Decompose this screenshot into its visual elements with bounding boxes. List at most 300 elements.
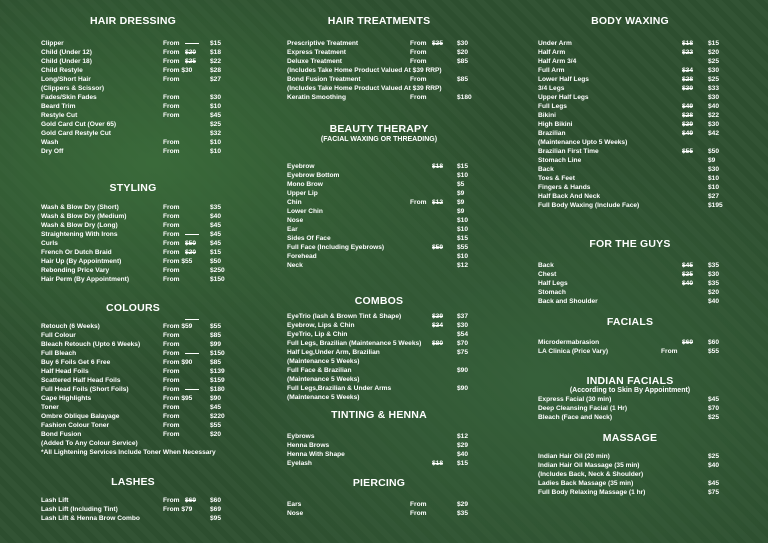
from-label: From $79 <box>163 506 193 513</box>
item-price: $85 <box>457 58 469 65</box>
section-title-styling: STYLING <box>109 182 157 194</box>
price-list-item <box>537 404 723 413</box>
item-name: Neck <box>287 262 303 269</box>
item-price: $99 <box>210 341 222 348</box>
old-price: $28 <box>682 112 694 119</box>
from-label: From <box>163 404 180 411</box>
price-list-item <box>286 189 472 198</box>
section-title-tinting-henna: TINTING & HENNA <box>331 409 427 421</box>
from-label: From <box>163 112 180 119</box>
price-list-item <box>537 120 723 129</box>
price-list-item <box>40 349 226 358</box>
item-price: $15 <box>457 163 469 170</box>
item-name: Full Legs <box>538 103 567 110</box>
from-label: From <box>163 94 180 101</box>
column-right <box>537 0 723 543</box>
item-price: $55 <box>210 422 222 429</box>
price-list-item <box>40 266 226 275</box>
item-name: Microdermabrasion <box>538 339 600 346</box>
item-price: $75 <box>457 349 469 356</box>
item-price: $55 <box>457 244 469 251</box>
price-list-item <box>537 479 723 488</box>
item-name: Sides Of Face <box>287 235 331 242</box>
from-label: From <box>163 368 180 375</box>
price-list-item <box>286 441 472 450</box>
price-list-item <box>537 174 723 183</box>
item-price: $45 <box>708 480 720 487</box>
item-name: Under Arm <box>538 40 572 47</box>
item-name: Mono Brow <box>287 181 323 188</box>
item-price: $54 <box>457 331 469 338</box>
item-name: Ears <box>287 501 302 508</box>
old-price: $39 <box>682 121 694 128</box>
price-list-item <box>537 201 723 210</box>
price-list-item <box>40 275 226 284</box>
price-list-item <box>40 57 226 66</box>
price-list-item <box>537 102 723 111</box>
item-name: Henna With Shape <box>287 451 345 458</box>
price-list-item <box>40 203 226 212</box>
price-list-item <box>537 470 723 479</box>
from-label: From <box>163 139 180 146</box>
item-price: $40 <box>708 462 720 469</box>
item-price: $45 <box>210 231 222 238</box>
from-label: From <box>163 148 180 155</box>
item-name: Full Colour <box>41 332 76 339</box>
price-list-item <box>537 111 723 120</box>
item-price: $45 <box>210 404 222 411</box>
price-list-item <box>286 330 472 339</box>
item-name: Keratin Smoothing <box>287 94 346 101</box>
from-label: From <box>410 510 427 517</box>
price-list-item <box>537 288 723 297</box>
from-label: From <box>163 58 180 65</box>
price-list-item <box>40 39 226 48</box>
item-price: $33 <box>708 85 720 92</box>
item-name: Chest <box>538 271 557 278</box>
price-list-item <box>40 120 226 129</box>
item-name: EyeTrio (lash & Brown Tint & Shape) <box>287 313 402 320</box>
item-price: $10 <box>210 139 222 146</box>
section-title-beauty-therapy: BEAUTY THERAPY <box>329 123 429 135</box>
old-price: $40 <box>682 280 694 287</box>
item-price: $139 <box>210 368 225 375</box>
from-label: From <box>163 103 180 110</box>
item-price: $159 <box>210 377 225 384</box>
item-name: Half Head Foils <box>41 368 89 375</box>
price-list-item <box>286 384 472 393</box>
from-label: From <box>163 497 180 504</box>
price-list-item <box>40 430 226 439</box>
price-list-item <box>537 279 723 288</box>
item-name: Buy 6 Foils Get 6 Free <box>41 359 111 366</box>
price-list-item <box>40 93 226 102</box>
price-list-item <box>286 375 472 384</box>
item-name: Rebonding Price Vary <box>41 267 110 274</box>
old-price: $39 <box>682 85 694 92</box>
price-list-item <box>286 171 472 180</box>
item-price: $60 <box>708 339 720 346</box>
price-list-item <box>537 192 723 201</box>
price-list-item <box>40 439 226 448</box>
price-list-item <box>537 183 723 192</box>
item-price: $37 <box>457 313 469 320</box>
item-price: $27 <box>708 193 720 200</box>
item-name: Clipper <box>41 40 64 47</box>
item-name: Retouch (6 Weeks) <box>41 323 100 330</box>
price-list-item <box>286 509 472 518</box>
price-list-item <box>537 138 723 147</box>
item-name: French Or Dutch Braid <box>41 249 112 256</box>
column-left <box>40 0 226 543</box>
item-name: Full Face & Brazilian <box>287 367 352 374</box>
price-list-item <box>40 66 226 75</box>
item-name: Child Restyle <box>41 67 83 74</box>
item-price: $85 <box>210 332 222 339</box>
item-price: $10 <box>457 217 469 224</box>
old-price: $18 <box>432 163 444 170</box>
from-label: From <box>410 49 427 56</box>
item-price: $40 <box>457 451 469 458</box>
item-price: $85 <box>457 76 469 83</box>
old-price: $34 <box>682 67 694 74</box>
price-list-item <box>537 39 723 48</box>
price-list-item <box>537 347 723 356</box>
price-list-item <box>40 138 226 147</box>
from-label: From <box>163 249 180 256</box>
item-name: Toes & Feet <box>538 175 575 182</box>
item-price: $75 <box>708 489 720 496</box>
item-name: Eyelash <box>287 460 312 467</box>
price-list-item <box>286 459 472 468</box>
item-name: Half Back And Neck <box>538 193 601 200</box>
item-price: $10 <box>457 253 469 260</box>
item-price: $25 <box>708 453 720 460</box>
item-name: Wash & Blow Dry (Medium) <box>41 213 127 220</box>
item-price: $10 <box>708 175 720 182</box>
item-price: $10 <box>457 172 469 179</box>
item-name: Hair Up (By Appointment) <box>41 258 122 265</box>
item-name: Half Arm <box>538 49 566 56</box>
price-list-item <box>537 395 723 404</box>
old-price: $59 <box>432 244 444 251</box>
price-list-item <box>286 216 472 225</box>
item-price: $20 <box>457 49 469 56</box>
price-list-item <box>286 357 472 366</box>
item-name: Brazilian <box>538 130 566 137</box>
item-name: (Added To Any Colour Service) <box>41 440 138 447</box>
price-list-item <box>40 340 226 349</box>
price-list-item <box>286 48 472 57</box>
from-label: From <box>410 76 427 83</box>
item-name: Cape Highlights <box>41 395 92 402</box>
item-name: (Clippers & Scissor) <box>41 85 105 92</box>
price-list-item <box>537 261 723 270</box>
price-line-decoration <box>185 43 199 44</box>
price-list-item <box>286 500 472 509</box>
item-name: (Maintenance 5 Weeks) <box>287 376 360 383</box>
price-list-item <box>537 84 723 93</box>
section-title-colours: COLOURS <box>106 302 160 314</box>
from-label: From $30 <box>163 67 193 74</box>
price-list-item <box>40 421 226 430</box>
item-price: $15 <box>210 40 222 47</box>
old-price: $39 <box>432 313 444 320</box>
item-name: (Includes Take Home Product Valued At $39 RRP) <box>287 85 442 92</box>
price-list-item <box>286 432 472 441</box>
item-price: $25 <box>708 58 720 65</box>
item-name: EyeTrio, Lip & Chin <box>287 331 348 338</box>
price-list-item <box>286 162 472 171</box>
item-name: Fashion Colour Toner <box>41 422 110 429</box>
section-title-body-waxing: BODY WAXING <box>591 15 669 27</box>
item-price: $25 <box>210 121 222 128</box>
item-name: Express Treatment <box>287 49 347 56</box>
from-label: From <box>163 332 180 339</box>
old-price: $50 <box>185 240 197 247</box>
item-name: Child (Under 12) <box>41 49 92 56</box>
price-list-item <box>40 496 226 505</box>
item-price: $30 <box>708 121 720 128</box>
item-name: Nose <box>287 510 304 517</box>
price-list-item <box>40 394 226 403</box>
old-price: $69 <box>682 339 694 346</box>
item-name: Gold Card Cut (Over 65) <box>41 121 117 128</box>
old-price: $55 <box>682 148 694 155</box>
item-name: Deep Cleansing Facial (1 Hr) <box>538 405 628 412</box>
old-price: $35 <box>682 271 694 278</box>
price-list-item <box>40 84 226 93</box>
item-name: (Maintenance 5 Weeks) <box>287 358 360 365</box>
item-name: Bond Fusion <box>41 431 82 438</box>
item-price: $32 <box>210 130 222 137</box>
price-list-item <box>40 385 226 394</box>
item-name: Forehead <box>287 253 317 260</box>
item-name: Chin <box>287 199 302 206</box>
item-name: Nose <box>287 217 304 224</box>
section-title-hair-dressing: HAIR DRESSING <box>89 15 177 27</box>
item-name: Lash Lift & Henna Brow Combo <box>41 515 140 522</box>
from-label: From $95 <box>163 395 193 402</box>
item-name: Back and Shoulder <box>538 298 598 305</box>
from-label: From <box>163 386 180 393</box>
price-list-item <box>286 366 472 375</box>
item-price: $60 <box>210 497 222 504</box>
price-list-item <box>286 75 472 84</box>
item-name: Full Body Relaxing Massage (1 hr) <box>538 489 646 496</box>
price-list-item <box>286 339 472 348</box>
price-list-item <box>286 234 472 243</box>
from-label: From <box>163 213 180 220</box>
price-list-item <box>286 393 472 402</box>
price-list-item <box>40 448 226 457</box>
item-name: Upper Lip <box>287 190 318 197</box>
item-name: Half Legs <box>538 280 568 287</box>
item-name: High Bikini <box>538 121 573 128</box>
item-name: Upper Half Legs <box>538 94 589 101</box>
item-price: $30 <box>708 271 720 278</box>
item-name: Lower Chin <box>287 208 323 215</box>
item-price: $29 <box>457 501 469 508</box>
price-list-item <box>537 66 723 75</box>
from-label: From <box>661 348 678 355</box>
item-price: $69 <box>210 506 222 513</box>
item-name: Full Bleach <box>41 350 77 357</box>
from-label: From <box>163 431 180 438</box>
column-middle <box>286 0 472 543</box>
item-price: $20 <box>210 431 222 438</box>
item-price: $10 <box>457 226 469 233</box>
item-price: $55 <box>210 323 222 330</box>
price-list-item <box>40 147 226 156</box>
old-price: $12 <box>432 199 444 206</box>
price-list-item <box>537 297 723 306</box>
item-price: $10 <box>708 184 720 191</box>
from-label: From <box>410 58 427 65</box>
item-name: Lower Half Legs <box>538 76 589 83</box>
price-list-item <box>40 212 226 221</box>
item-name: Full Body Waxing (Include Face) <box>538 202 640 209</box>
item-price: $15 <box>708 40 720 47</box>
item-price: $55 <box>708 348 720 355</box>
price-list-item <box>40 248 226 257</box>
item-name: Half Leg,Under Arm, Brazilian <box>287 349 380 356</box>
price-list-item <box>286 312 472 321</box>
old-price: $80 <box>432 340 444 347</box>
section-subtitle-beauty-therapy: (FACIAL WAXING OR THREADING) <box>320 136 438 143</box>
old-price: $34 <box>432 322 444 329</box>
item-price: $25 <box>708 414 720 421</box>
item-price: $22 <box>210 58 222 65</box>
item-name: LA Clinica (Price Vary) <box>538 348 609 355</box>
item-name: Prescriptive Treatment <box>287 40 359 47</box>
item-name: Back <box>538 166 554 173</box>
price-list-item <box>537 413 723 422</box>
price-list-item <box>537 75 723 84</box>
price-list-item <box>40 221 226 230</box>
from-label: From <box>163 204 180 211</box>
old-price: $49 <box>682 103 694 110</box>
price-list-item <box>40 412 226 421</box>
old-price: $20 <box>185 49 197 56</box>
item-name: Bikini <box>538 112 556 119</box>
from-label: From <box>163 231 180 238</box>
item-price: $30 <box>210 94 222 101</box>
item-price: $20 <box>708 49 720 56</box>
item-price: $90 <box>457 367 469 374</box>
item-name: Half Arm 3/4 <box>538 58 577 65</box>
item-price: $250 <box>210 267 225 274</box>
old-price: $28 <box>682 76 694 83</box>
item-price: $12 <box>457 433 469 440</box>
price-list-item <box>537 129 723 138</box>
price-list-item <box>286 252 472 261</box>
from-label: From <box>163 267 180 274</box>
item-name: *All Lightening Services Include Toner When Necessary <box>41 449 216 456</box>
item-price: $22 <box>708 112 720 119</box>
old-price: $49 <box>682 130 694 137</box>
old-price: $45 <box>682 262 694 269</box>
item-name: Henna Brows <box>287 442 330 449</box>
price-list-item <box>286 225 472 234</box>
item-price: $9 <box>457 190 465 197</box>
price-list-item <box>286 450 472 459</box>
item-price: $35 <box>708 262 720 269</box>
price-list-item <box>537 48 723 57</box>
price-list-item <box>286 198 472 207</box>
price-list-item <box>40 111 226 120</box>
item-price: $12 <box>457 262 469 269</box>
from-label: From $59 <box>163 323 193 330</box>
old-price: $18 <box>682 40 694 47</box>
item-price: $5 <box>457 181 465 188</box>
item-name: (Maintenance Upto 5 Weeks) <box>538 139 628 146</box>
item-price: $90 <box>457 385 469 392</box>
price-list-item <box>537 461 723 470</box>
price-list-item <box>286 348 472 357</box>
item-name: Long/Short Hair <box>41 76 91 83</box>
item-name: Scattered Half Head Foils <box>41 377 121 384</box>
item-name: Full Face (Including Eyebrows) <box>287 244 385 251</box>
item-price: $45 <box>708 396 720 403</box>
price-list-item <box>40 102 226 111</box>
price-list-item <box>40 505 226 514</box>
from-label: From $90 <box>163 359 193 366</box>
price-list-item <box>286 261 472 270</box>
item-price: $42 <box>708 130 720 137</box>
from-label: From <box>410 40 427 47</box>
old-price: $22 <box>682 49 694 56</box>
item-price: $195 <box>708 202 723 209</box>
from-label: From <box>163 377 180 384</box>
from-label: From <box>163 49 180 56</box>
item-price: $28 <box>210 67 222 74</box>
item-price: $35 <box>457 510 469 517</box>
price-line-decoration <box>185 353 199 354</box>
item-name: Curls <box>41 240 58 247</box>
item-price: $35 <box>210 204 222 211</box>
price-list-item <box>537 57 723 66</box>
from-label: From <box>163 413 180 420</box>
item-name: Bleach Retouch (Upto 6 Weeks) <box>41 341 141 348</box>
item-name: Full Legs,Brazilian & Under Arms <box>287 385 392 392</box>
item-name: Beard Trim <box>41 103 76 110</box>
section-title-indian-facials: INDIAN FACIALS <box>586 375 674 387</box>
item-name: Full Legs, Brazilian (Maintenance 5 Weeks) <box>287 340 422 347</box>
old-price: $35 <box>432 40 444 47</box>
from-label: From <box>163 40 180 47</box>
item-name: (Includes Take Home Product Valued At $39 RRP) <box>287 67 442 74</box>
item-price: $50 <box>210 258 222 265</box>
price-list-item <box>286 84 472 93</box>
item-name: Child (Under 18) <box>41 58 92 65</box>
item-price: $35 <box>708 280 720 287</box>
item-price: $18 <box>210 49 222 56</box>
price-list-item <box>286 180 472 189</box>
price-list-item <box>286 93 472 102</box>
item-price: $50 <box>708 148 720 155</box>
item-price: $40 <box>210 213 222 220</box>
item-price: $85 <box>210 359 222 366</box>
item-name: Hair Perm (By Appointment) <box>41 276 130 283</box>
section-title-for-the-guys: FOR THE GUYS <box>589 238 671 250</box>
item-price: $90 <box>210 395 222 402</box>
item-name: Wash & Blow Dry (Long) <box>41 222 118 229</box>
from-label: From <box>163 422 180 429</box>
item-price: $70 <box>708 405 720 412</box>
section-title-combos: COMBOS <box>354 295 404 307</box>
from-label: From <box>163 341 180 348</box>
